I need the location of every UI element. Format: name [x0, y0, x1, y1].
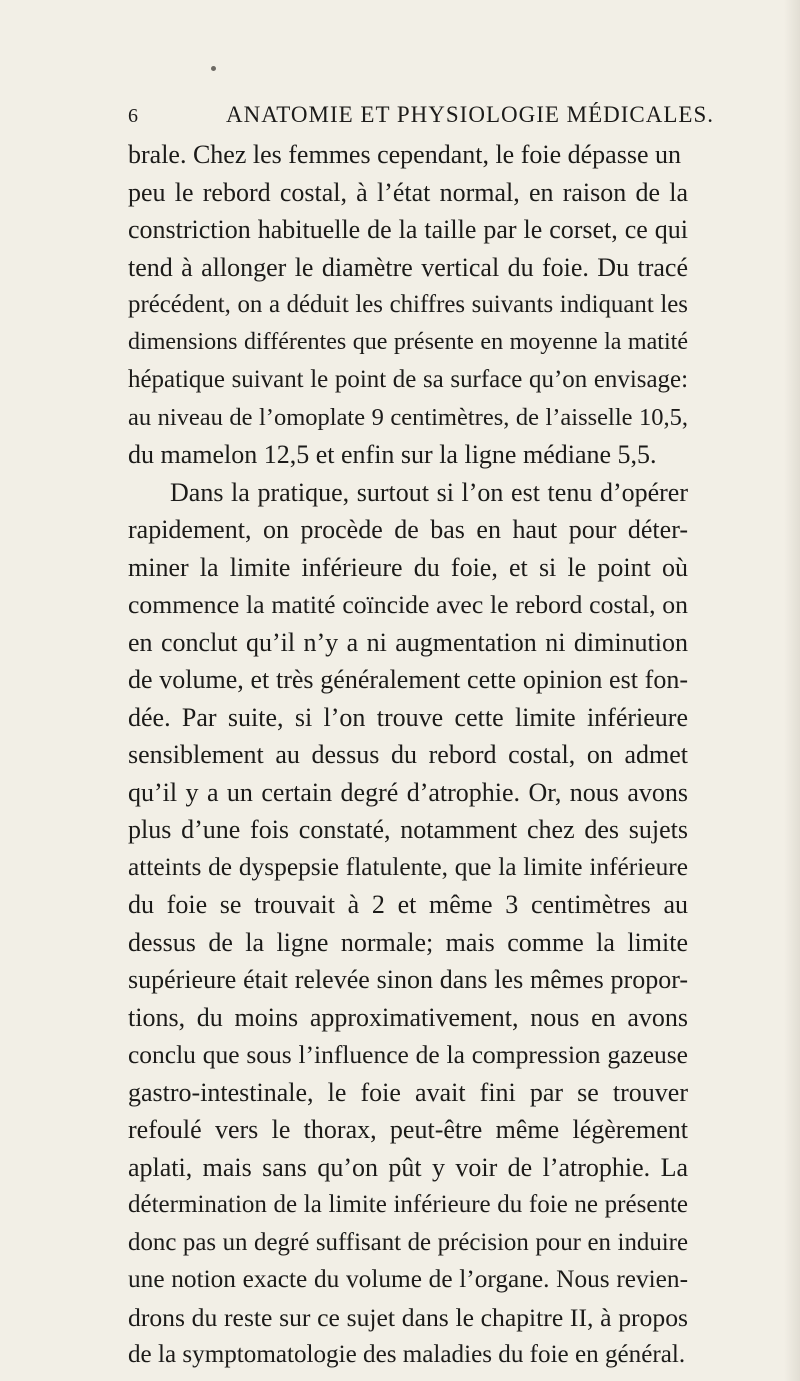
text-line: constriction habituelle de la taille par le corset, ce qui: [128, 215, 688, 244]
text-line: tend à allonger le diamètre vertical du foie. Du tracé: [128, 252, 688, 282]
body-text: [128, 136, 688, 1374]
text-line: dessus de la ligne normale; mais comme la limite: [128, 927, 688, 957]
page-header: [128, 102, 715, 134]
text-line: précédent, on a déduit les chiffres suivants indiquant les: [128, 291, 688, 318]
text-line: détermination de la limite inférieure du foie ne présente: [128, 1191, 688, 1218]
text-line: refoulé vers le thorax, peut-être même légèrement: [128, 1115, 688, 1144]
text-line: donc pas un degré suffisant de précision pour en induire: [128, 1228, 688, 1256]
text-line: une notion exacte du volume de l’organe. Nous revien-: [128, 1265, 688, 1293]
page-number: 6: [128, 105, 139, 127]
text-line: plus d’une fois constaté, notamment chez des sujets: [128, 815, 688, 844]
text-line: sensiblement au dessus du rebord costal, on admet: [128, 740, 688, 769]
text-line: Dans la pratique, surtout si l’on est tenu d’opérer: [170, 477, 688, 507]
text-line: au niveau de l’omoplate 9 centimètres, de l’aisselle 10,5,: [128, 403, 688, 431]
text-line: miner la limite inférieure du foie, et si le point où: [128, 552, 688, 582]
text-line: dée. Par suite, si l’on trouve cette limite inférieure: [128, 702, 688, 732]
text-line: conclu que sous l’influence de la compression gazeuse: [128, 1040, 688, 1069]
text-line: brale. Chez les femmes cependant, le foie dépasse un: [128, 140, 681, 169]
text-line: tions, du moins approximativement, nous en avons: [128, 1002, 688, 1032]
text-line: hépatique suivant le point de sa surface qu’on envisage:: [128, 366, 688, 393]
text-line: atteints de dyspepsie flatulente, que la limite inférieure: [128, 852, 688, 881]
text-line: de la symptomatologie des maladies du foie en général.: [128, 1341, 686, 1368]
text-line: drons du reste sur ce sujet dans le chapitre II, à propos: [128, 1302, 688, 1332]
text-line: aplati, mais sans qu’on pût y voir de l’atrophie. La: [128, 1152, 688, 1182]
text-line: rapidement, on procède de bas en haut pour déter-: [128, 515, 688, 544]
running-head: ANATOMIE ET PHYSIOLOGIE MÉDICALES.: [226, 102, 715, 127]
text-line: peu le rebord costal, à l’état normal, en raison de la: [128, 177, 688, 207]
text-line: du foie se trouvait à 2 et même 3 centimètres au: [128, 890, 688, 919]
page-edge-shadow: [784, 0, 800, 1381]
text-line: gastro-intestinale, le foie avait fini par se trouver: [128, 1077, 688, 1107]
text-line: commence la matité coïncide avec le rebord costal, on: [128, 590, 688, 619]
text-line: dimensions différentes que présente en moyenne la matité: [128, 328, 688, 355]
text-line: en conclut qu’il n’y a ni augmentation ni diminution: [128, 627, 688, 657]
text-line: qu’il y a un certain degré d’atrophie. Or, nous avons: [128, 777, 688, 807]
text-line: de volume, et très généralement cette opinion est fon-: [128, 665, 688, 694]
text-line: supérieure était relevée sinon dans les mêmes propor-: [128, 965, 688, 994]
text-line: du mamelon 12,5 et enfin sur la ligne médiane 5,5.: [128, 440, 657, 469]
print-speck: [211, 66, 216, 71]
